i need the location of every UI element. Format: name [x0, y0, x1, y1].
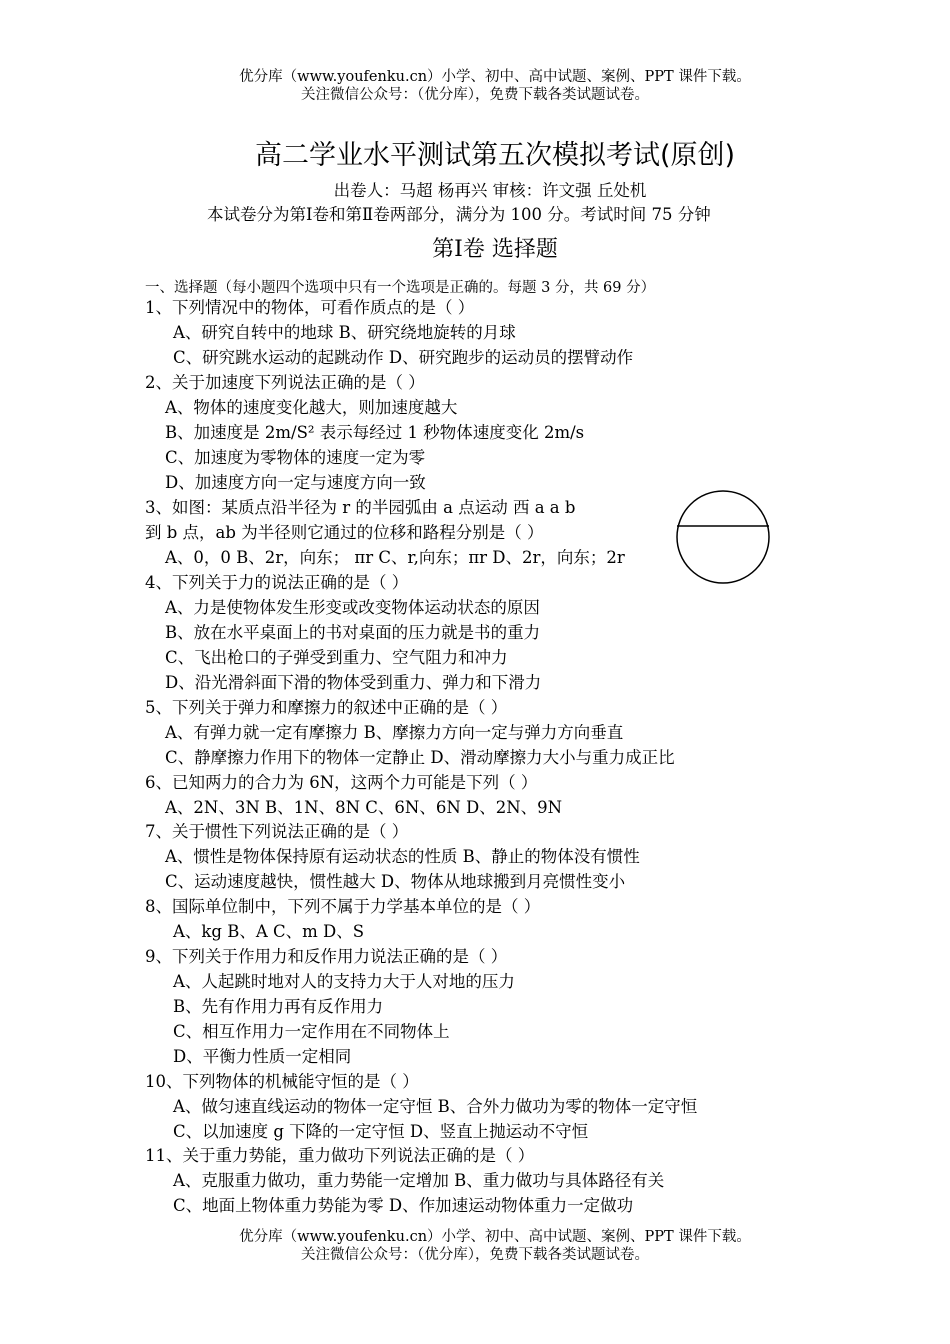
q5-opt-ab: A、有弹力就一定有摩擦力 B、摩擦力方向一定与弹力方向垂直	[165, 723, 624, 742]
q2-opt-a: A、物体的速度变化越大，则加速度越大	[165, 398, 458, 417]
q4-opt-a: A、力是使物体发生形变或改变物体运动状态的原因	[165, 598, 540, 617]
exam-title: 高二学业水平测试第五次模拟考试(原创)	[254, 140, 736, 171]
q7-opt-ab: A、惯性是物体保持原有运动状态的性质 B、静止的物体没有惯性	[165, 847, 640, 866]
q8-options: A、kg B、A C、m D、S	[173, 922, 365, 941]
q1-stem: 1、下列情况中的物体，可看作质点的是（ ）	[145, 298, 475, 317]
q1-opt-ab: A、研究自转中的地球 B、研究绕地旋转的月球	[173, 323, 516, 342]
q9-opt-b: B、先有作用力再有反作用力	[173, 997, 384, 1016]
circle-outline	[677, 491, 769, 583]
q5-opt-cd: C、静摩擦力作用下的物体一定静止 D、滑动摩擦力大小与重力成正比	[165, 748, 675, 767]
q7-stem: 7、关于惯性下列说法正确的是（ ）	[145, 822, 409, 841]
q6-stem: 6、已知两力的合力为 6N，这两个力可能是下列（ ）	[145, 773, 538, 792]
section-intro: 一、选择题（每小题四个选项中只有一个选项是正确的。每题 3 分，共 69 分）	[145, 280, 656, 296]
q1-opt-cd: C、研究跳水运动的起跳动作 D、研究跑步的运动员的摆臂动作	[173, 348, 634, 367]
q11-opt-ab: A、克服重力做功，重力势能一定增加 B、重力做功与具体路径有关	[173, 1171, 665, 1190]
q2-opt-d: D、加速度方向一定与速度方向一致	[165, 473, 426, 492]
q4-opt-d: D、沿光滑斜面下滑的物体受到重力、弹力和下滑力	[165, 673, 542, 692]
q6-options: A、2N、3N B、1N、8N C、6N、6N D、2N、9N	[165, 798, 563, 817]
q10-stem: 10、下列物体的机械能守恒的是（ ）	[145, 1072, 419, 1091]
q4-stem: 4、下列关于力的说法正确的是（ ）	[145, 573, 409, 592]
part-title: 第Ⅰ卷 选择题	[432, 237, 558, 262]
footer-line-2: 关注微信公众号：（优分库），免费下载各类试题试卷。	[301, 1247, 649, 1263]
semicircle-figure	[675, 489, 771, 585]
q11-stem: 11、关于重力势能，重力做功下列说法正确的是（ ）	[145, 1146, 535, 1165]
exam-authors: 出卷人：马超 杨再兴 审核：许文强 丘处机	[333, 181, 647, 200]
q4-opt-b: B、放在水平桌面上的书对桌面的压力就是书的重力	[165, 623, 541, 642]
q10-opt-cd: C、以加速度 g 下降的一定守恒 D、竖直上抛运动不守恒	[173, 1122, 589, 1141]
exam-note: 本试卷分为第Ⅰ卷和第Ⅱ卷两部分，满分为 100 分。考试时间 75 分钟	[207, 205, 711, 224]
footer-line-1: 优分库（www.youfenku.cn）小学、初中、高中试题、案例、PPT 课件下载。	[239, 1229, 751, 1245]
q4-opt-c: C、飞出枪口的子弹受到重力、空气阻力和冲力	[165, 648, 508, 667]
q2-opt-b: B、加速度是 2m/S² 表示每经过 1 秒物体速度变化 2m/s	[165, 423, 585, 442]
q2-stem: 2、关于加速度下列说法正确的是（ ）	[145, 373, 425, 392]
q7-opt-cd: C、运动速度越快，惯性越大 D、物体从地球搬到月亮惯性变小	[165, 872, 626, 891]
header-line-1: 优分库（www.youfenku.cn）小学、初中、高中试题、案例、PPT 课件下载。	[239, 69, 751, 85]
q9-opt-d: D、平衡力性质一定相同	[173, 1047, 352, 1066]
page-header	[0, 68, 950, 104]
q3-stem-2: 到 b 点，ab 为半径则它通过的位移和路程分别是（ ）	[145, 523, 544, 542]
header-line-2: 关注微信公众号：（优分库），免费下载各类试题试卷。	[301, 87, 649, 103]
page-footer	[0, 1228, 950, 1264]
q5-stem: 5、下列关于弹力和摩擦力的叙述中正确的是（ ）	[145, 698, 508, 717]
q9-opt-a: A、人起跳时地对人的支持力大于人对地的压力	[173, 972, 515, 991]
q11-opt-cd: C、地面上物体重力势能为零 D、作加速运动物体重力一定做功	[173, 1196, 634, 1215]
q9-stem: 9、下列关于作用力和反作用力说法正确的是（ ）	[145, 947, 508, 966]
q2-opt-c: C、加速度为零物体的速度一定为零	[165, 448, 426, 467]
q8-stem: 8、国际单位制中，下列不属于力学基本单位的是（ ）	[145, 897, 541, 916]
q3-options: A、0，0 B、2r，向东； πr C、r,向东；πr D、2r，向东；2r	[165, 548, 625, 567]
q3-stem-1: 3、如图：某质点沿半径为 r 的半园弧由 a 点运动 西 a a b	[145, 498, 576, 517]
q10-opt-ab: A、做匀速直线运动的物体一定守恒 B、合外力做功为零的物体一定守恒	[173, 1097, 698, 1116]
q9-opt-c: C、相互作用力一定作用在不同物体上	[173, 1022, 450, 1041]
